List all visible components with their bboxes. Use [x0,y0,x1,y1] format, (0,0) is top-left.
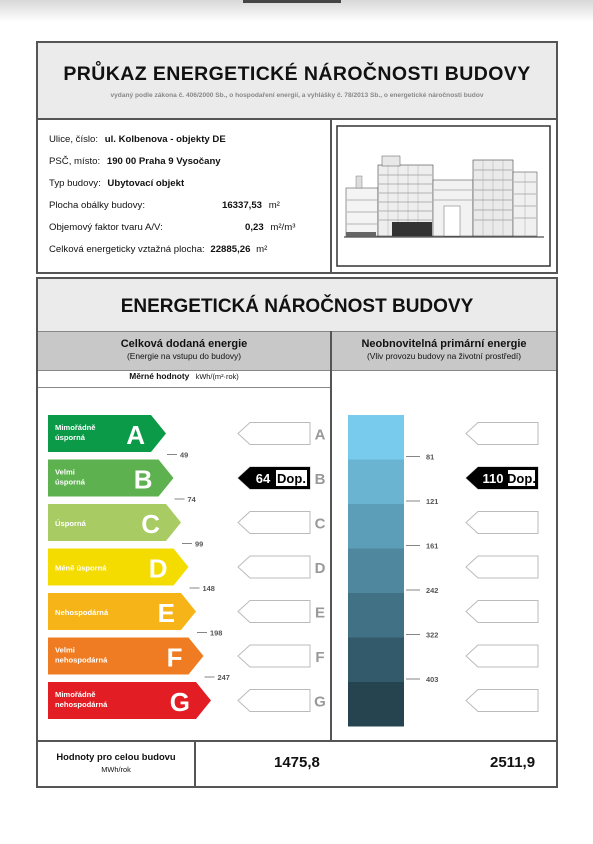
area-value: 16337,53 [222,200,263,211]
factor-label: Objemový faktor tvaru A/V: [49,222,163,233]
right-threshold-3: 161 [426,541,439,551]
right-marker-label: Dop. [507,471,536,486]
right-threshold-2: 121 [426,497,439,506]
right-threshold-4: 242 [426,586,439,595]
rating-title: ENERGETICKÁ NÁROČNOST BUDOVY [120,296,474,317]
left-threshold-4: 148 [202,584,215,593]
class-letter-e: E [157,598,175,628]
left-slot-letter-f: F [315,649,325,666]
class-letter-g: G [169,687,190,717]
left-column-subtitle: (Energie na vstupu do budovy) [126,351,242,361]
primary-energy-bar-g [348,682,404,727]
area-row [49,200,145,211]
left-threshold-1: 49 [180,450,189,460]
class-letter-a: A [126,420,145,450]
left-marker-slot-a [238,423,310,445]
primary-energy-bar-c [348,504,404,549]
right-marker-slot-a [466,423,538,445]
zip-row [49,156,221,167]
factor-value: 0,23 [245,222,264,233]
energy-area-row [49,244,267,255]
footer-row [38,740,556,788]
energy-area-label: Celková energeticky vztažná plocha: [49,244,205,255]
right-marker-value: 110 [482,471,504,486]
energy-area-unit: m² [256,244,268,255]
energy-class-chart [38,279,556,740]
building-info [38,118,332,272]
footer-right-value: 2511,9 [490,754,536,771]
zip-value: 190 00 Praha 9 Vysočany [106,156,221,167]
left-slot-letter-e: E [314,604,326,622]
class-label-f-line2: nehospodárná [55,655,108,665]
specific-values-unit: kWh/(m²·rok) [195,372,239,381]
left-slot-letter-d: D [314,560,326,577]
primary-energy-bar-a [348,415,404,460]
left-slot-letter-c: C [314,515,326,533]
left-slot-letter-a: A [314,426,326,444]
primary-energy-bar-f [348,638,404,683]
left-marker-value: 64 [255,471,271,486]
class-label-b-line2: úsporná [55,477,85,487]
left-threshold-2: 74 [187,495,196,504]
type-label: Typ budovy: [49,178,101,189]
primary-energy-bar-d [348,549,404,594]
right-marker-slot-d [466,556,538,578]
class-label-g-line1: Mimořádně [55,690,96,699]
left-marker-slot-c [238,512,310,534]
class-letter-c: C [141,509,160,539]
footer-label-cell [38,742,196,786]
specific-values-title: Měrné hodnoty [129,371,190,381]
primary-energy-bar-e [348,593,404,638]
right-threshold-6: 403 [426,675,439,684]
type-value: Ubytovací objekt [107,178,185,189]
left-marker-slot-g [238,690,310,712]
zip-label: PSČ, místo: [49,156,101,167]
class-letter-f: F [166,642,183,673]
factor-unit: m²/m³ [270,222,296,233]
class-letter-d: D [148,553,168,584]
street-row [49,134,226,145]
class-label-g-line2: nehospodárná [55,700,108,709]
building-drawing [332,120,556,272]
class-label-b-line1: Velmi [55,467,75,477]
left-threshold-6: 247 [217,673,230,682]
class-label-c: Úsporná [55,519,86,528]
right-marker-slot-e [466,601,538,623]
certificate-header-box [36,41,558,274]
right-threshold-1: 81 [426,452,435,462]
street-value: ul. Kolbenova - objekty DE [104,134,226,145]
top-bar [243,0,341,3]
left-marker-label: Dop. [277,471,306,486]
right-marker-slot-f [466,645,538,667]
certificate-title: PRŮKAZ ENERGETICKÉ NÁROČNOSTI BUDOVY [63,63,531,85]
left-marker-slot-d [238,556,310,578]
energy-rating-box [36,277,558,788]
certificate-header [38,43,556,118]
left-column-title: Celková dodaná energie [120,338,248,350]
top-shade [0,0,593,22]
certificate-subtitle: vydaný podle zákona č. 406/2000 Sb., o hospodaření energií, a vyhlášky č. 78/2013 Sb., o energetické náročnosti budov [110,92,484,99]
class-letter-b: B [133,464,153,495]
energy-area-value: 22885,26 [210,244,251,255]
right-marker-slot-c [466,512,538,534]
class-label-a-line2: úsporná [55,433,85,442]
left-marker-slot-f [238,645,310,667]
building-image-box [332,118,556,272]
left-marker-slot-e [238,601,310,623]
left-slot-letter-g: G [314,693,326,711]
right-column-title: Neobnovitelná primární energie [361,338,527,350]
area-unit: m² [268,200,280,211]
class-label-e: Nehospodárná [55,608,109,617]
footer-left-value: 1475,8 [274,754,320,771]
left-slot-letter-b: B [314,471,326,488]
street-label: Ulice, číslo: [49,134,99,145]
right-marker-slot-g [466,690,538,712]
footer-unit: MWh/rok [101,765,131,774]
right-threshold-5: 322 [426,630,439,640]
primary-energy-bar-b [348,460,404,505]
factor-value-row [245,222,295,233]
right-column-subtitle: (Vliv provozu budovy na životní prostředí) [366,351,522,361]
class-label-d: Méně úsporná [55,563,107,573]
left-threshold-3: 99 [195,539,204,549]
area-label: Plocha obálky budovy: [49,200,145,211]
class-label-f-line1: Velmi [55,645,75,655]
class-label-a-line1: Mimořádně [55,423,96,432]
left-threshold-5: 198 [210,628,223,638]
footer-label: Hodnoty pro celou budovu [56,751,176,762]
area-value-row [222,200,280,211]
factor-row [49,222,163,233]
type-row [49,178,184,189]
